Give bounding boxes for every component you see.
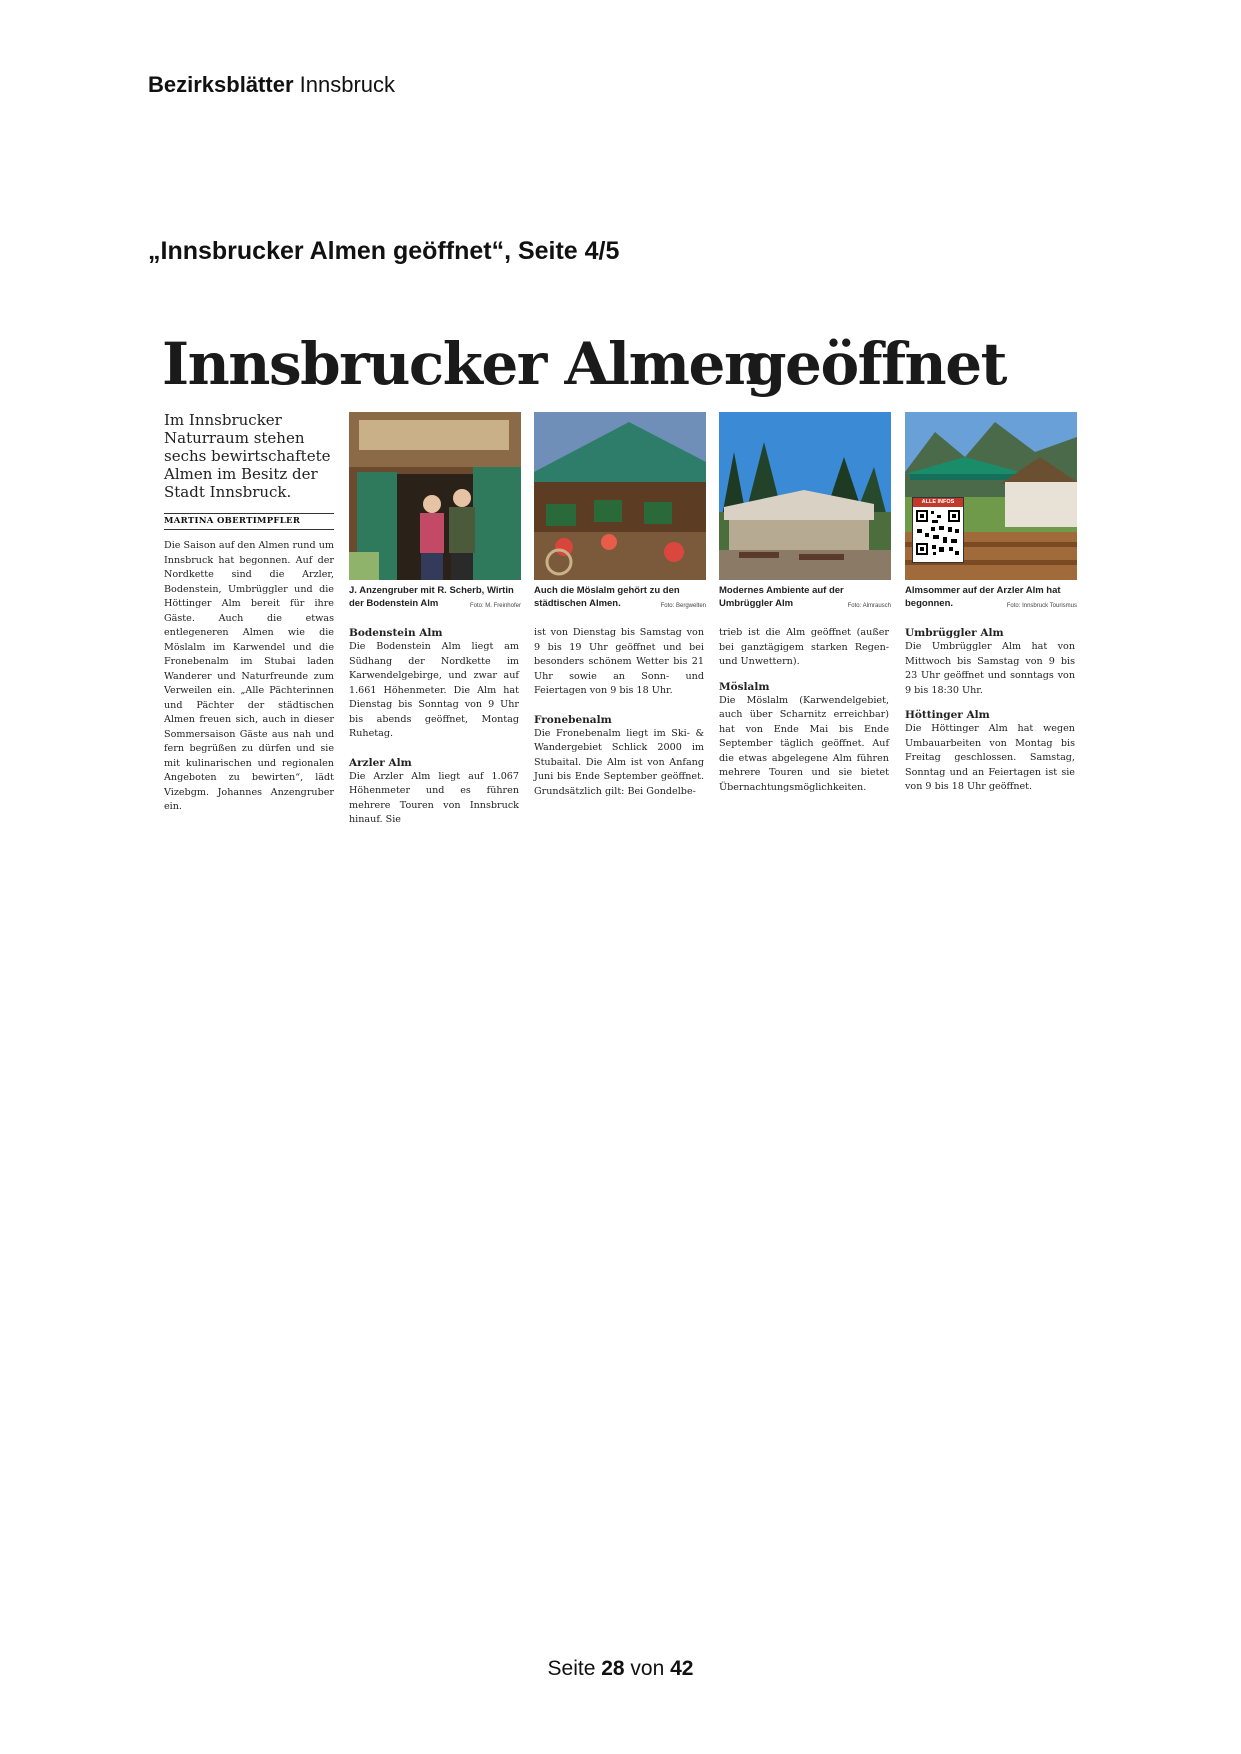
text-column-2 (349, 626, 519, 828)
current-page: 28 (601, 1657, 625, 1680)
article-reference: „Innsbrucker Almen geöffnet“, Seite 4/5 (148, 237, 620, 265)
headline-part-1: Innsbrucker Almen (162, 330, 765, 398)
article-headline (162, 330, 1006, 398)
text-column-3 (534, 626, 704, 799)
photo-caption-2 (534, 584, 706, 613)
qr-code-box[interactable] (912, 497, 964, 563)
caption-text: Almsommer auf der Arzler Alm hat begonnen. (905, 585, 1061, 609)
photo-credit: Foto: Bergwelten (660, 603, 706, 609)
photo-credit: Foto: M. Freinhofer (469, 603, 521, 609)
photo-moeslalm (534, 412, 706, 580)
section-text-fronebenalm-cont: trieb ist die Alm geöffnet (außer bei ganztägigem starken Regen- und Unwettern). (719, 627, 889, 667)
photo-caption-4 (905, 584, 1077, 613)
brand-bold: Bezirksblätter (148, 72, 294, 97)
section-text-fronebenalm: Die Fronebenalm liegt im Ski- & Wandergebiet Schlick 2000 im Stubaital. Die Alm ist von Anfang Juni bis Ende September geöffnet. Grundsätzlich gilt: Bei Gondelbe- (534, 727, 704, 797)
photo-bodenstein-alm (349, 412, 521, 580)
headline-part-2: geöffnet (746, 330, 1006, 398)
article-author: MARTINA OBERTIMPFLER (164, 516, 301, 526)
section-text-bodenstein: Die Bodenstein Alm liegt am Südhang der Nordkette im Karwendelgebirge, und zwar auf 1.661 Höhenmeter. Die Alm hat Dienstag bis Sonntag von 9 Uhr bis abends geöffnet, Montag Ruhetag. (349, 641, 519, 739)
intro-paragraph: Die Saison auf den Almen rund um Innsbruck hat begonnen. Auf der Nordkette sind die Arzler, Bodenstein, Umbrüggler und die Höttinger Alm bereit für ihre Gäste. Auch die etwas entlegeneren Almen wie die Möslalm im Karwendel und die Fronebenalm im Stubai laden Wanderer und Naturfreunde zum Verweilen ein. „Alle Pächterinnen und Pächter der städtischen Almen freuen sich, auch in dieser Sommersaison Gäste aus nah und fern begrüßen zu dürfen und sie mit kulinarischen und regionalen Angeboten zu bewirten“, lädt Vizebgm. Johannes Anzengruber ein. (164, 540, 334, 812)
caption-text: Modernes Ambiente auf der Umbrüggler Alm (719, 585, 844, 609)
text-column-1 (164, 539, 334, 815)
photo-credit: Foto: Almrausch (847, 603, 891, 609)
caption-text: Auch die Möslalm gehört zu den städtischen Almen. (534, 585, 680, 609)
section-heading-fronebenalm: Fronebenalm (534, 713, 612, 726)
total-pages: 42 (670, 1657, 694, 1680)
page-footer (0, 1657, 1241, 1681)
section-text-hoettinger: Die Höttinger Alm hat wegen Umbauarbeiten von Montag bis Freitag geschlossen. Samstag, Sonntag und an Feiertagen ist sie von 9 bis 18 Uhr geöffnet. (905, 723, 1075, 792)
section-heading-hoettinger: Höttinger Alm (905, 709, 990, 721)
section-heading-moeslalm: Möslalm (719, 680, 770, 693)
section-text-umbrueggler: Die Umbrüggler Alm hat von Mittwoch bis Samstag von 9 bis 23 Uhr geöffnet und sonntags von 9 bis 18:30 Uhr. (905, 641, 1075, 696)
footer-prefix: Seite (547, 1657, 602, 1680)
text-column-5 (905, 626, 1075, 795)
photo-caption-1 (349, 584, 521, 613)
article-teaser: Im Innsbrucker Naturraum stehen sechs bewirtschaftete Almen im Besitz der Stadt Innsbruck. (164, 411, 331, 501)
footer-mid: von (624, 1657, 671, 1680)
brand-rest: Innsbruck (293, 72, 396, 97)
section-heading-arzler: Arzler Alm (349, 756, 412, 769)
photo-umbrueggler-alm (719, 412, 891, 580)
author-divider-top (164, 513, 334, 514)
qr-label: ALLE INFOS (913, 498, 963, 507)
caption-text: J. Anzengruber mit R. Scherb, Wirtin der Bodenstein Alm (349, 585, 514, 609)
author-divider-bottom (164, 529, 334, 530)
section-text-moeslalm: Die Möslalm (Karwendelgebiet, auch über Scharnitz erreichbar) hat von Ende Mai bis Ende September täglich geöffnet. Auf die etwas abgelegene Alm führen mehrere Touren und sie bietet Übernachtungsmöglichkeiten. (719, 694, 889, 793)
document-header (148, 72, 395, 98)
section-heading-umbrueggler: Umbrüggler Alm (905, 627, 1004, 639)
section-text-arzler-cont: ist von Dienstag bis Samstag von 9 bis 19 Uhr geöffnet und bei besonders schönem Wetter bis 21 Uhr sowie an Sonn- und Feiertagen von 9 bis 18 Uhr. (534, 627, 704, 696)
text-column-4 (719, 626, 889, 795)
section-text-arzler: Die Arzler Alm liegt auf 1.067 Höhenmeter und es führen mehrere Touren von Innsbruck hinauf. Sie (349, 770, 519, 825)
photo-credit: Foto: Innsbruck Tourismus (1006, 603, 1077, 609)
qr-code-icon (913, 507, 963, 559)
section-heading-bodenstein: Bodenstein Alm (349, 627, 443, 639)
photo-caption-3 (719, 584, 891, 613)
